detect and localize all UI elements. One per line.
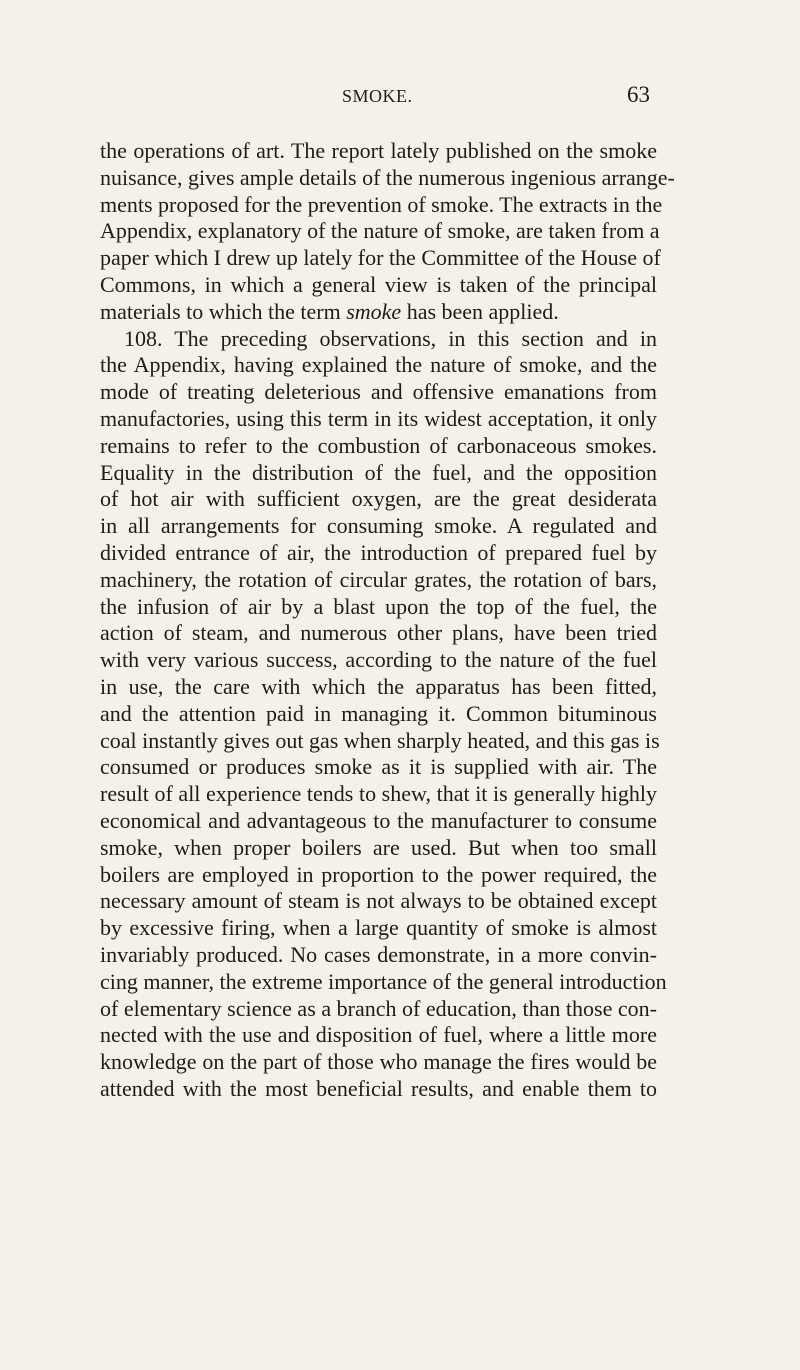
running-header <box>0 82 800 120</box>
text-line: with very various success, according to the nature of the fuel <box>100 647 657 673</box>
text-line: remains to refer to the combustion of carbonaceous smokes. <box>100 432 657 458</box>
page-number: 63 <box>627 82 650 107</box>
text-line: in use, the care with which the apparatus has been fitted, <box>100 673 657 699</box>
text-line: by excessive firing, when a large quantity of smoke is almost <box>100 915 657 941</box>
body-text <box>100 138 675 1103</box>
text-line: coal instantly gives out gas when sharply heated, and this gas is <box>100 727 660 753</box>
text-line: of hot air with sufficient oxygen, are the great desiderata <box>100 486 657 512</box>
text-line: paper which I drew up lately for the Committee of the House of <box>100 245 661 271</box>
italic-term: smoke <box>346 298 402 324</box>
text-line: divided entrance of air, the introduction of prepared fuel by <box>100 539 657 565</box>
text-line: of elementary science as a branch of education, than those con- <box>100 995 657 1021</box>
text-line: ments proposed for the prevention of smoke. The extracts in the <box>100 191 663 217</box>
text-line: result of all experience tends to shew, that it is generally highly <box>100 781 657 807</box>
text-line: the Appendix, having explained the nature of smoke, and the <box>100 352 657 378</box>
text-line: invariably produced. No cases demonstrate, in a more convin- <box>100 941 657 967</box>
text-line: nuisance, gives ample details of the numerous ingenious arrange- <box>100 164 675 190</box>
paragraph-start-line: 108. The preceding observations, in this section and in <box>124 325 657 351</box>
text-line: Commons, in which a general view is taken of the principal <box>100 271 657 297</box>
text-line: nected with the use and disposition of fuel, where a little more <box>100 1022 657 1048</box>
text-span: has been applied. <box>401 298 559 324</box>
text-line: manufactories, using this term in its widest acceptation, it only <box>100 405 657 431</box>
text-line: economical and advantageous to the manufacturer to consume <box>100 807 657 833</box>
text-span: materials to which the term <box>100 298 347 324</box>
text-line: in all arrangements for consuming smoke. A regulated and <box>100 513 657 539</box>
text-line: Appendix, explanatory of the nature of smoke, are taken from a <box>100 218 660 244</box>
text-line: Equality in the distribution of the fuel, and the opposition <box>100 459 657 485</box>
text-line: cing manner, the extreme importance of the general introduction <box>100 968 667 994</box>
text-line: knowledge on the part of those who manage the fires would be <box>100 1049 657 1075</box>
text-line: the operations of art. The report lately published on the smoke <box>100 138 657 163</box>
running-title: SMOKE. <box>342 86 413 106</box>
text-line: mode of treating deleterious and offensive emanations from <box>100 379 657 405</box>
text-line: attended with the most beneficial results, and enable them to <box>100 1075 657 1101</box>
text-line: and the attention paid in managing it. Common bituminous <box>100 700 657 726</box>
text-line: boilers are employed in proportion to the power required, the <box>100 861 657 887</box>
text-line: consumed or produces smoke as it is supplied with air. The <box>100 754 657 780</box>
text-line: action of steam, and numerous other plans, have been tried <box>100 620 657 646</box>
text-line: the infusion of air by a blast upon the top of the fuel, the <box>100 593 657 619</box>
text-line: machinery, the rotation of circular grates, the rotation of bars, <box>100 566 657 592</box>
text-line: smoke, when proper boilers are used. But when too small <box>100 834 657 860</box>
text-line <box>100 299 657 326</box>
text-line: necessary amount of steam is not always to be obtained except <box>100 888 657 914</box>
